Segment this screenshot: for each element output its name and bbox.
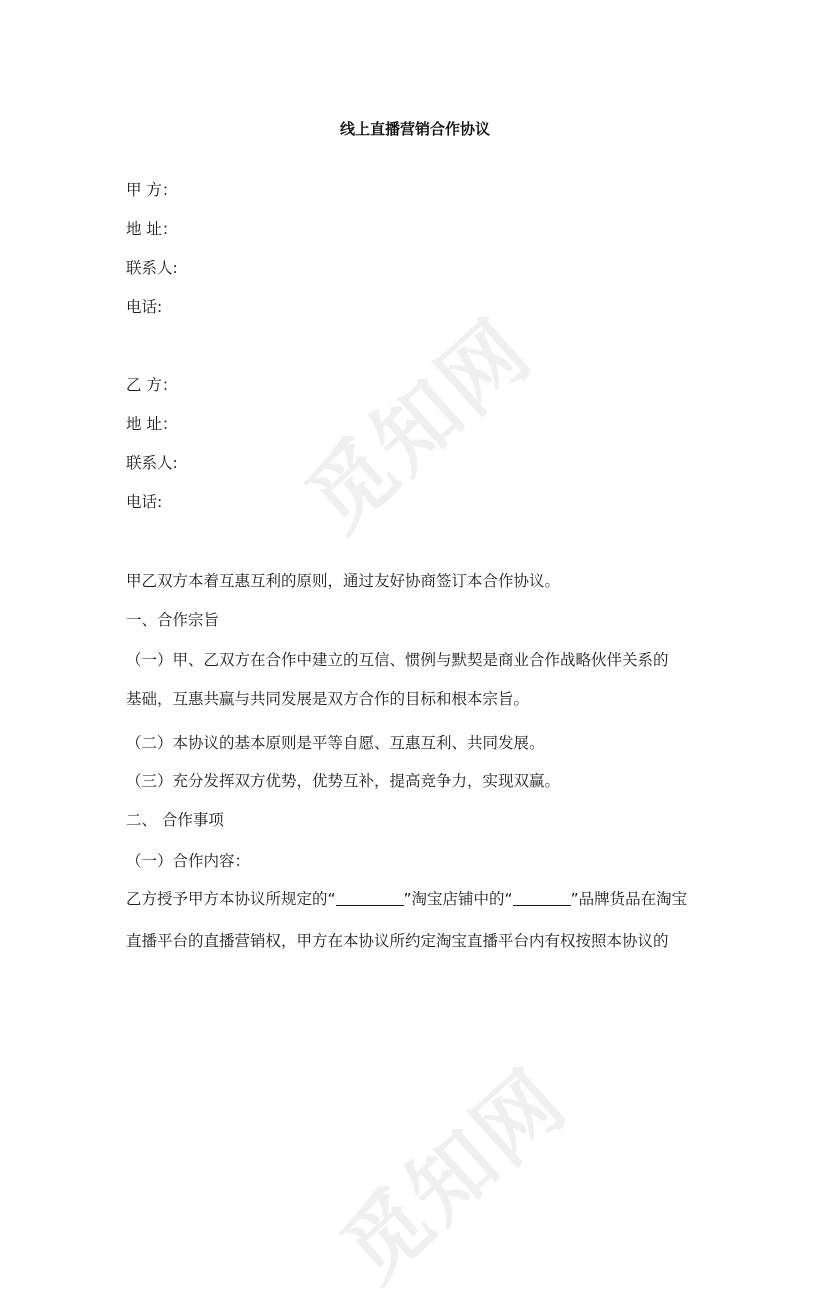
paragraph-segment-1: 乙方授予甲方本协议所规定的“ (126, 890, 336, 908)
section-2-paragraph-line-2: 直播平台的直播营销权，甲方在本协议所约定淘宝直播平台内有权按照本协议的 (126, 932, 669, 950)
party-b-contact-label: 联系人: (126, 454, 178, 472)
party-b-address-label: 地 址： (126, 415, 178, 433)
watermark-bottom: 觅知网 (323, 1050, 586, 1301)
section-2-sub-1: （一）合作内容： (126, 852, 251, 870)
paragraph-segment-2: ”淘宝店铺中的“ (403, 890, 513, 908)
section-1-item-2: （二）本协议的基本原则是平等自愿、互惠互利、共同发展。 (126, 734, 545, 752)
party-b-phone-label: 电话: (126, 493, 163, 511)
party-a-name-label: 甲 方： (126, 181, 178, 199)
party-a-address-label: 地 址： (126, 220, 178, 238)
blank-brand-name (513, 889, 571, 906)
section-1-item-1-line-2: 基础，互惠共赢与共同发展是双方合作的目标和根本宗旨。 (126, 690, 530, 708)
section-2-paragraph-line-1 (126, 889, 687, 909)
section-2-heading: 二、 合作事项 (126, 811, 224, 829)
party-b-name-label: 乙 方： (126, 376, 178, 394)
blank-store-name (336, 889, 404, 906)
party-a-contact-label: 联系人: (126, 259, 178, 277)
document-title: 线上直播营销合作协议 (339, 120, 490, 138)
party-a-phone-label: 电话: (126, 298, 163, 316)
paragraph-segment-3: ”品牌货品在淘宝 (570, 890, 688, 908)
section-1-heading: 一、合作宗旨 (126, 611, 220, 629)
section-1-item-1-line-1: （一）甲、乙双方在合作中建立的互信、惯例与默契是商业合作战略伙伴关系的 (126, 651, 669, 669)
section-1-item-3: （三）充分发挥双方优势，优势互补，提高竞争力，实现双赢。 (126, 772, 561, 790)
watermark: 觅知网 (288, 300, 551, 551)
intro-paragraph: 甲乙双方本着互惠互利的原则，通过友好协商签订本合作协议。 (126, 572, 561, 590)
